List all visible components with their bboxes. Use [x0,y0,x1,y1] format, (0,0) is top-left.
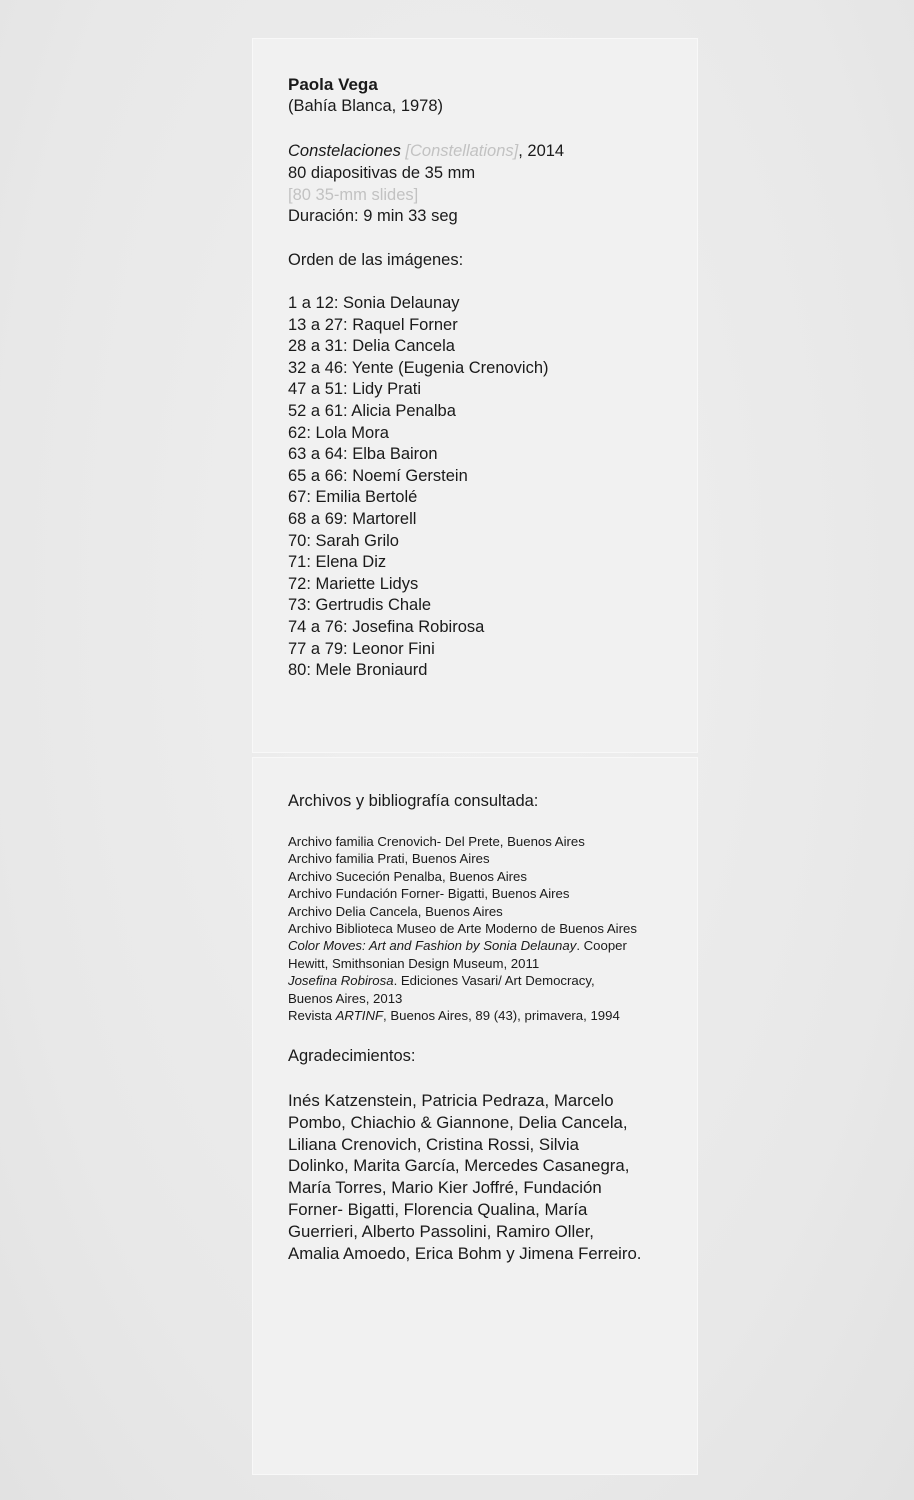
magazine-prefix: Revista [288,1008,336,1023]
order-item: 68 a 69: Martorell [288,510,417,528]
order-item: 80: Mele Broniaurd [288,661,428,680]
work-medium: 80 diapositivas de 35 mm [288,164,476,182]
magazine-title: ARTINF [335,1008,384,1023]
book-1-publisher-line-2: Hewitt, Smithsonian Design Museum, 2011 [288,955,540,971]
book-2-publisher-line-2: Buenos Aires, 2013 [288,990,403,1006]
work-duration: Duración: 9 min 33 seg [288,207,458,225]
magazine-details: , Buenos Aires, 89 (43), primavera, 1994 [383,1008,620,1023]
bibliography-book-1 [288,937,627,954]
book-1-title: Color Moves: Art and Fashion by Sonia Delaunay [288,938,577,954]
order-item: 65 a 66: Noemí Gerstein [288,466,468,485]
work-medium-translation: [80 35-mm slides] [288,186,419,204]
book-1-publisher: . Cooper [576,938,627,954]
archive-line: Archivo Fundación Forner- Bigatti, Buenos Aires [288,886,570,902]
thanks-line: Liliana Crenovich, Cristina Rossi, Silvia [288,1134,579,1154]
order-item: 70: Sarah Grilo [288,531,399,550]
archive-line: Archivo familia Crenovich- Del Prete, Buenos Aires [288,834,585,849]
artist-name: Paola Vega [288,75,378,94]
work-title-translation: [Constellations] [405,142,519,160]
bibliography-book-2 [288,972,595,989]
archive-line: Archivo Delia Cancela, Buenos Aires [288,903,503,919]
archive-line: Archivo Biblioteca Museo de Arte Moderno de Buenos Aires [288,921,637,936]
order-item: 62: Lola Mora [288,423,389,442]
order-item: 52 a 61: Alicia Penalba [288,402,456,420]
order-item: 71: Elena Diz [288,553,387,572]
bibliography-magazine [288,1007,620,1024]
order-heading: Orden de las imágenes: [288,251,464,269]
order-item: 72: Mariette Lidys [288,574,419,593]
work-title-line [288,141,564,163]
archive-line: Archivo familia Prati, Buenos Aires [288,851,490,867]
archives-heading: Archivos y bibliografía consultada: [288,792,539,810]
thanks-line: Pombo, Chiachio & Giannone, Delia Cancela, [288,1112,628,1132]
thanks-line: Amalia Amoedo, Erica Bohm y Jimena Ferreiro. [288,1243,642,1263]
order-item: 74 a 76: Josefina Robirosa [288,618,485,636]
thanks-line: Dolinko, Marita García, Mercedes Casanegra, [288,1156,630,1176]
book-2-title: Josefina Robirosa [288,973,394,989]
order-item: 28 a 31: Delia Cancela [288,337,455,356]
order-item: 63 a 64: Elba Bairon [288,445,438,464]
thanks-line: Inés Katzenstein, Patricia Pedraza, Marcelo [288,1091,614,1110]
thanks-heading: Agradecimientos: [288,1047,416,1065]
book-2-publisher: . Ediciones Vasari/ Art Democracy, [393,973,595,989]
order-item: 67: Emilia Bertolé [288,488,418,507]
thanks-line: Guerrieri, Alberto Passolini, Ramiro Oller, [288,1221,594,1241]
work-title: Constelaciones [288,142,401,160]
order-item: 13 a 27: Raquel Forner [288,315,458,334]
order-item: 1 a 12: Sonia Delaunay [288,294,460,312]
order-item: 77 a 79: Leonor Fini [288,639,435,658]
work-year: , 2014 [518,142,565,160]
archive-line: Archivo Suceción Penalba, Buenos Aires [288,868,527,884]
thanks-line: María Torres, Mario Kier Joffré, Fundación [288,1178,602,1198]
order-item: 47 a 51: Lidy Prati [288,380,421,399]
order-item: 32 a 46: Yente (Eugenia Crenovich) [288,358,549,377]
artist-origin: (Bahía Blanca, 1978) [288,97,444,115]
thanks-line: Forner- Bigatti, Florencia Qualina, María [288,1199,588,1219]
order-item: 73: Gertrudis Chale [288,596,432,615]
thanks-list [288,1090,678,1264]
